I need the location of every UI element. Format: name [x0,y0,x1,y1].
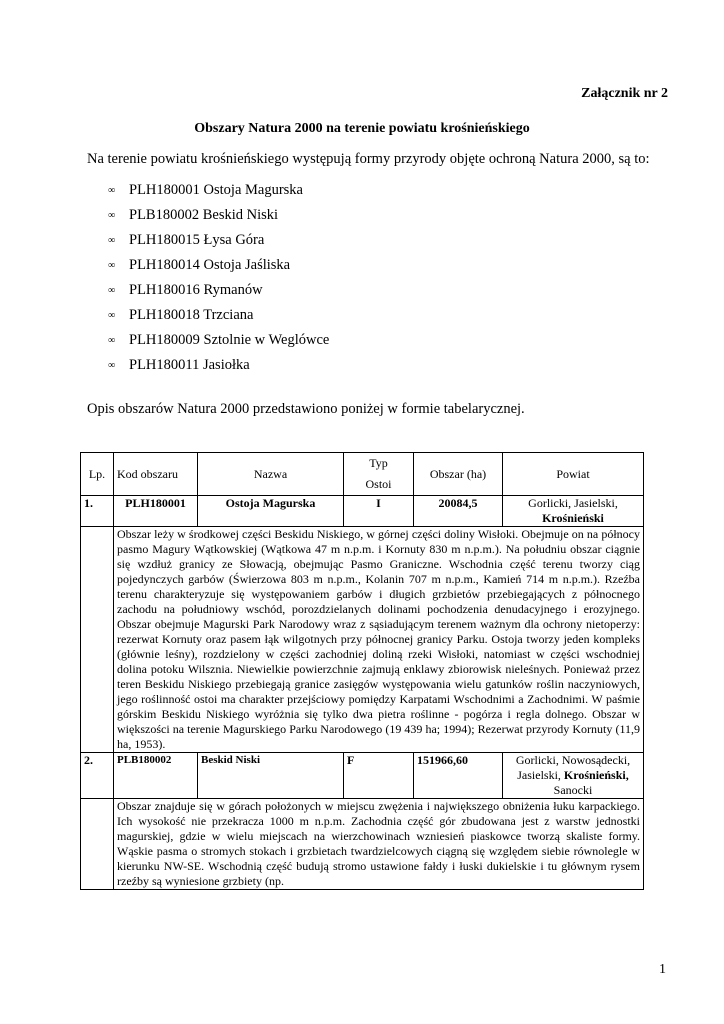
infinity-bullet-icon: ∞ [108,185,116,196]
list-item [108,353,329,378]
site-label: PLH180014 Ostoja Jaśliska [129,257,291,273]
row-description: Obszar leży w środkowej części Beskidu Niskiego, w górnej części doliny Wisłoki. Obejmuje on na północy pasmo Magury Wątkowskiej (Wątkowa 47 m n.p.m. i Kornuty 830 m n.p.m.). Na południu obszar ciągnie się wzdłuż granicy ze Słowacją, obejmując Pasmo Graniczne. Wschodnia część terenu tworzy ciąg pojedynczych garbów (Świerzowa 803 m n.p.m., Kolanin 707 m n.p.m., Kamień 714 m n.p.m.). Rzeźba terenu charakteryzuje się występowaniem garbów i długich grzbietów przebiegających z północnego zachodu na południowy wschód, porozdzielanych dolinami pochodzenia denudacyjnego i erozyjnego. Obszar obejmuje Magurski Park Narodowy wraz z sąsiadującym terenem ważnym dla ochrony nietoperzy: rezerwat Kornuty oraz pasem łąk wilgotnych przy północnej granicy Parku. Ostoja tworzy jeden kompleks (głównie leśny), rozdzielony w części zachodniej doliną rzeki Wisłoki, natomiast w części wschodniej dolina potoku Wilsznia. Niewielkie powierzchnie zajmują enklawy zbiorowisk nieleśnych. Ponieważ przez teren Beskidu Niskiego przebiegają granice zasięgów występowania wielu gatunków roślin naczyniowych, jego roślinność ostoi ma charakter przejściowy pomiędzy Karpatami Wschodnimi a Zachodnimi. W paśmie górskim Beskidu Niskiego wyróżnia się tylko dwa pietra roślinne - pogórza i regla dolnego. Obszar w większości na terenie Magurskiego Parku Narodowego (19 439 ha; 1994); Rezerwat przyrody Kornuty (11,9 ha, 1953). [114,527,644,753]
header-county: Powiat [503,453,644,496]
row-description: Obszar znajduje się w górach położonych w miejscu zwężenia i największego obniżenia łuku karpackiego. Ich wysokość nie przekracza 1000 m n.p.m. Zachodnia część gór zbudowana jest z warstw jednostki magurskiej, gdzie w wielu miejscach na wierzchowinach wzniesień piaskowce tworzą skaliste formy. Wąskie pasma o stromych stokach i grzbietach twardzielcowych ciągną się względem siebie równolegle w kierunku NW-SE. Wschodnią część budują stromo ustawione fałdy i łuski dukielskie i tu głównym rysem rzeźby są wyniesione grzbiety (np. [114,799,644,890]
row-area: 151966,60 [414,753,503,799]
header-type-line2: Ostoi [365,477,392,491]
row-county [503,753,644,799]
infinity-bullet-icon: ∞ [108,260,116,271]
intro-paragraph: Na terenie powiatu krośnieńskiego występują formy przyrody objęte ochroną Natura 2000, są to: [87,151,650,167]
list-item [108,178,329,203]
list-item [108,303,329,328]
site-label: PLH180001 Ostoja Magurska [129,182,303,198]
infinity-bullet-icon: ∞ [108,310,116,321]
list-item [108,328,329,353]
row-type: I [344,496,414,527]
list-item [108,203,329,228]
empty-cell [81,799,114,890]
row-type: F [344,753,414,799]
header-lp: Lp. [81,453,114,496]
empty-cell [81,527,114,753]
header-code: Kod obszaru [114,453,198,496]
row-area: 20084,5 [414,496,503,527]
list-item [108,253,329,278]
table-header-row [81,453,644,496]
page-number: 1 [659,962,666,977]
site-label: PLH180011 Jasiołka [129,357,250,373]
list-item [108,278,329,303]
table-row-description [81,527,644,753]
site-list [108,178,329,378]
infinity-bullet-icon: ∞ [108,335,116,346]
row-lp: 2. [81,753,114,799]
infinity-bullet-icon: ∞ [108,360,116,371]
annex-label: Załącznik nr 2 [581,86,668,101]
infinity-bullet-icon: ∞ [108,285,116,296]
table-row-description [81,799,644,890]
header-name: Nazwa [198,453,344,496]
county-bold: Krośnieński [542,511,604,525]
table-row [81,753,644,799]
table-row [81,496,644,527]
infinity-bullet-icon: ∞ [108,235,116,246]
site-label: PLB180002 Beskid Niski [129,207,279,223]
county-plain: Gorlicki, Nowosądecki, Jasielski, [515,753,631,782]
list-item [108,228,329,253]
row-code: PLH180001 [114,496,198,527]
county-bold: Krośnieński, [563,768,629,782]
row-name: Ostoja Magurska [198,496,344,527]
site-label: PLH180016 Rymanów [129,282,263,298]
row-code: PLB180002 [114,753,198,799]
infinity-bullet-icon: ∞ [108,210,116,221]
site-label: PLH180009 Sztolnie w Weglówce [129,332,330,348]
header-area: Obszar (ha) [414,453,503,496]
row-name: Beskid Niski [198,753,344,799]
county-plain: Gorlicki, Jasielski, [528,496,618,510]
county-after: Sanocki [553,783,593,797]
header-type [344,453,414,496]
row-county [503,496,644,527]
row-lp: 1. [81,496,114,527]
site-label: PLH180018 Trzciana [129,307,254,323]
header-type-line1: Typ [369,456,388,470]
natura-table [80,452,644,890]
table-intro: Opis obszarów Natura 2000 przedstawiono poniżej w formie tabelarycznej. [87,401,525,417]
document-title: Obszary Natura 2000 na terenie powiatu krośnieńskiego [194,121,530,136]
site-label: PLH180015 Łysa Góra [129,232,265,248]
